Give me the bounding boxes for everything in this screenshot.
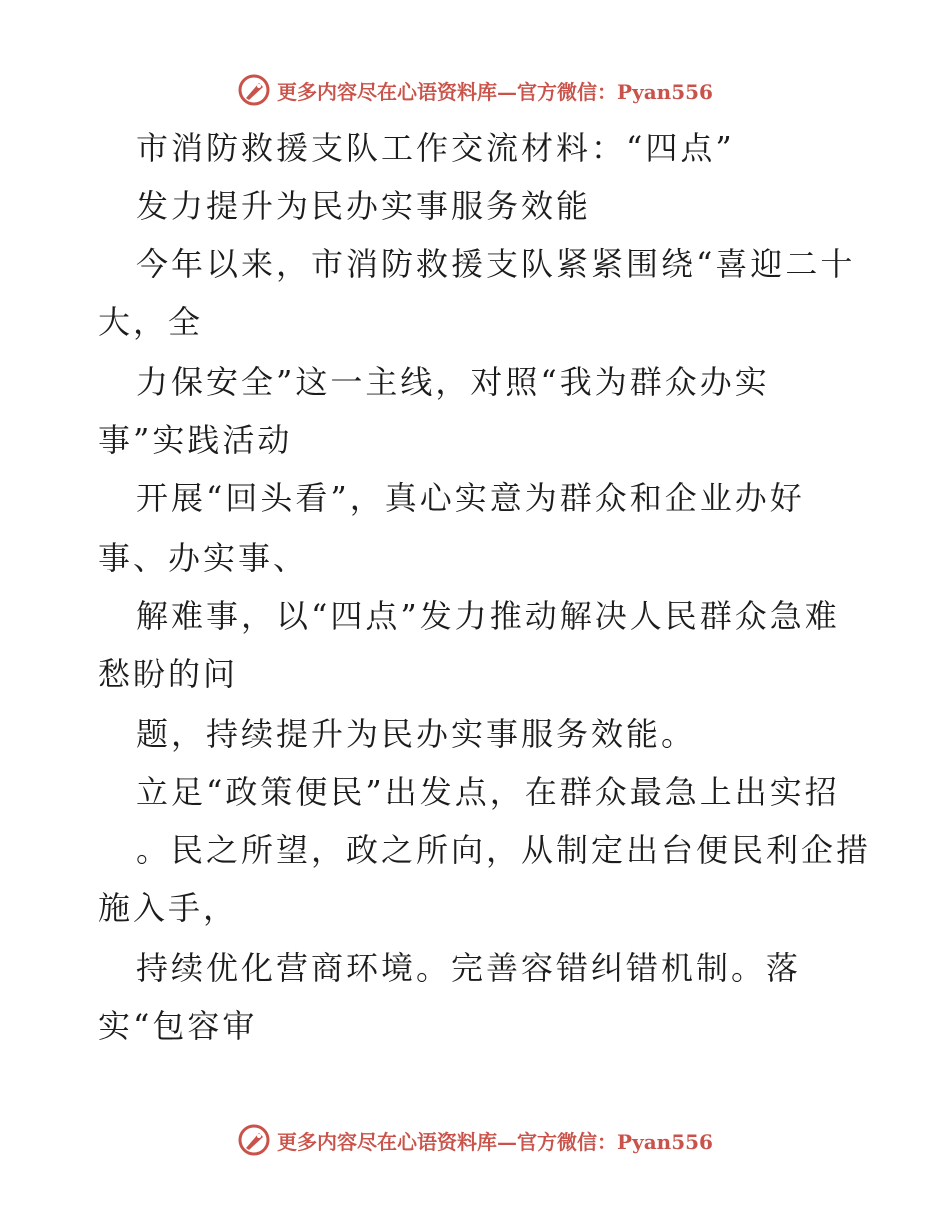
text-line: 事”实践活动 (98, 421, 293, 459)
text-line: 持续优化营商环境。完善容错纠错机制。落 (136, 949, 802, 987)
text-line: 力保安全”这一主线，对照“我为群众办实 (136, 363, 770, 401)
text-line: 今年以来，市消防救援支队紧紧围绕“喜迎二十 (136, 245, 856, 283)
footer-watermark-text: 更多内容尽在心语资料库—官方微信：Pyan556 (277, 1129, 713, 1154)
text-line: 。民之所望，政之所向，从制定出台便民利企措 (136, 831, 872, 869)
footer-watermark-banner (0, 1120, 950, 1160)
text-line: 立足“政策便民”出发点，在群众最急上出实招 (136, 773, 840, 811)
pen-nib-logo-icon (237, 1123, 271, 1157)
text-line: 愁盼的问 (98, 655, 239, 693)
text-line: 解难事，以“四点”发力推动解决人民群众急难 (136, 597, 840, 635)
text-line: 大，全 (98, 303, 204, 341)
text-line: 事、办实事、 (98, 539, 309, 577)
text-line: 实“包容审 (98, 1007, 258, 1045)
pen-nib-logo-icon (237, 73, 271, 107)
header-watermark-banner (0, 70, 950, 110)
text-line: 市消防救援支队工作交流材料：“四点” (136, 129, 735, 167)
text-line: 开展“回头看”，真心实意为群众和企业办好 (136, 479, 805, 517)
text-line: 题，持续提升为民办实事服务效能。 (136, 715, 697, 753)
header-watermark-text: 更多内容尽在心语资料库—官方微信：Pyan556 (277, 79, 713, 104)
text-line: 施入手， (98, 889, 239, 927)
text-line: 发力提升为民办实事服务效能 (136, 187, 592, 225)
